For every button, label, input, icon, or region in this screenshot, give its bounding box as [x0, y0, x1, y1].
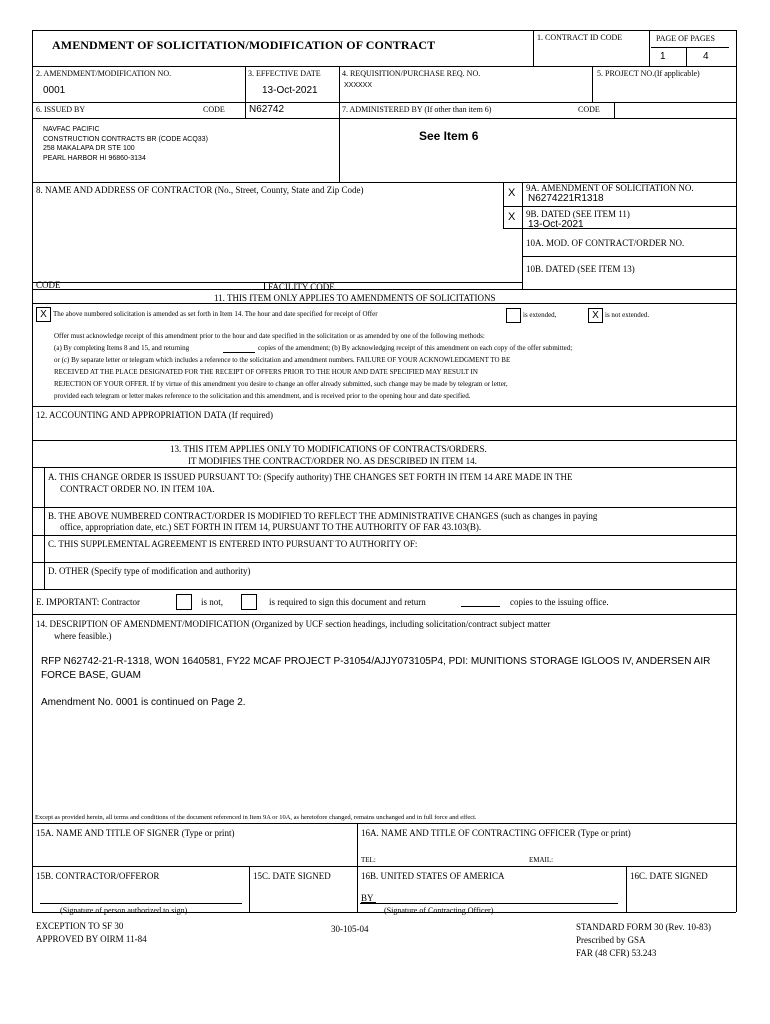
by-label: BY: [361, 893, 374, 903]
checkbox-not-extended[interactable]: [588, 308, 603, 323]
divider: [32, 66, 736, 67]
page-of-pages-label: PAGE OF PAGES: [656, 34, 715, 43]
far-line: FAR (48 CFR) 53.243: [576, 948, 657, 958]
signer-name-label: 15A. NAME AND TITLE OF SIGNER (Type or print): [36, 828, 235, 838]
divider: [357, 823, 358, 912]
rfp-line-1: RFP N62742-21-R-1318, WON 1640581, FY22 MCAF PROJECT P-31054/AJJY073105P4, PDI: MUNITIONS STORAGE IGLOOS IV, ANDERSEN AIR: [41, 656, 711, 667]
issued-by-label: 6. ISSUED BY: [36, 105, 86, 114]
item-9b-label: 9B. DATED (SEE ITEM 11): [526, 209, 630, 219]
amended-text: The above numbered solicitation is amended as set forth in Item 14. The hour and date specified for receipt of Offer: [53, 310, 378, 318]
item-11-line: or (c) By separate letter or telegram which includes a reference to the solicitation and amendment numbers. FAILURE OF YOUR ACKNOWLEDGMENT TO BE: [54, 356, 511, 364]
item-13d-line: D. OTHER (Specify type of modification and authority): [48, 566, 251, 576]
divider: [339, 66, 340, 182]
item-9a-value: N6274221R1318: [528, 193, 604, 204]
divider: [32, 289, 736, 290]
contract-id-label: 1. CONTRACT ID CODE: [537, 33, 623, 42]
item-13-heading-2: IT MODIFIES THE CONTRACT/ORDER NO. AS DESCRIBED IN ITEM 14.: [188, 456, 477, 466]
effective-date-label: 3. EFFECTIVE DATE: [248, 69, 321, 78]
contractor-code-label: CODE: [36, 280, 61, 290]
date-signed-16c-label: 16C. DATE SIGNED: [630, 871, 708, 881]
form-border-right: [736, 30, 737, 912]
item-11-heading: 11. THIS ITEM ONLY APPLIES TO AMENDMENTS OF SOLICITATIONS: [214, 293, 496, 303]
divider: [533, 30, 534, 66]
checkbox-mark: X: [592, 310, 599, 321]
issuer-line: PEARL HARBOR HI 96860-3134: [43, 154, 146, 162]
by-underline: [361, 902, 376, 903]
code-label: CODE: [203, 105, 225, 114]
form-title: AMENDMENT OF SOLICITATION/MODIFICATION OF CONTRACT: [52, 38, 436, 52]
exception-text: EXCEPTION TO SF 30: [36, 921, 124, 931]
divider: [32, 589, 736, 590]
item-13a-line-1: A. THIS CHANGE ORDER IS ISSUED PURSUANT TO: (Specify authority) THE CHANGES SET FORTH IN ITEM 14 ARE MADE IN THE: [48, 472, 573, 482]
except-note: Except as provided herein, all terms and conditions of the document referenced in Item 9A or 10A, as heretofore changed, remains unchanged and in full force and effect.: [35, 814, 477, 821]
item-13a-line-2: CONTRACT ORDER NO. IN ITEM 10A.: [60, 484, 215, 494]
signature-line-contractor: [40, 903, 242, 904]
item-9a-label: 9A. AMENDMENT OF SOLICITATION NO.: [526, 183, 694, 193]
divider: [32, 823, 736, 824]
issuer-code-value: N62742: [249, 104, 285, 115]
copies-blank: [223, 352, 255, 353]
divider: [522, 256, 736, 257]
divider: [32, 614, 736, 615]
issuer-address: [43, 125, 208, 163]
divider: [686, 48, 687, 66]
issuer-line: CONSTRUCTION CONTRACTS BR (CODE ACQ33): [43, 135, 208, 143]
usa-label: 16B. UNITED STATES OF AMERICA: [361, 871, 505, 881]
item-11-line: Offer must acknowledge receipt of this amendment prior to the hour and date specified in the solicitation or as amended by one of the following methods:: [54, 332, 485, 340]
date-signed-15c-label: 15C. DATE SIGNED: [253, 871, 331, 881]
divider: [245, 66, 246, 102]
item-11-line: (a) By completing Items 8 and 15, and returning: [54, 344, 190, 352]
form-border-top: [32, 30, 736, 31]
prescribed-by-line: Prescribed by GSA: [576, 935, 646, 945]
checkbox-mark: X: [40, 309, 47, 320]
divider: [32, 866, 736, 867]
item-13b-line-2: office, appropriation date, etc.) SET FORTH IN ITEM 14, PURSUANT TO THE AUTHORITY OF FAR 43.103(B).: [60, 522, 482, 532]
code-label-2: CODE: [578, 105, 600, 114]
approved-text: APPROVED BY OIRM 11-84: [36, 934, 147, 944]
divider: [32, 467, 736, 468]
amendment-no-value: 0001: [43, 85, 66, 96]
see-item-text: See Item 6: [419, 129, 479, 143]
divider: [32, 535, 736, 536]
item-14-label-2: where feasible.): [54, 631, 112, 641]
copies-count-blank[interactable]: [461, 606, 500, 607]
item-14-label-1: 14. DESCRIPTION OF AMENDMENT/MODIFICATION (Organized by UCF section headings, including solicitation/contract subject matter: [36, 619, 551, 629]
amendment-no-label: 2. AMENDMENT/MODIFICATION NO.: [36, 69, 172, 78]
important-label: E. IMPORTANT: Contractor: [36, 597, 141, 607]
divider: [32, 102, 736, 103]
page-number: 1: [660, 51, 666, 62]
issuer-line: NAVFAC PACIFIC: [43, 126, 100, 133]
checkbox-is-not[interactable]: [176, 594, 192, 610]
item-10a-label: 10A. MOD. OF CONTRACT/ORDER NO.: [526, 238, 685, 248]
checkbox-amended[interactable]: [36, 307, 51, 322]
officer-signature-caption: (Signature of Contracting Officer): [384, 906, 494, 915]
item-11-line: provided each telegram or letter makes reference to the solicitation and this amendment, and is received prior to the opening hour and date specified.: [54, 392, 471, 400]
checkbox-9b[interactable]: X: [508, 211, 516, 223]
standard-form-line: STANDARD FORM 30 (Rev. 10-83): [576, 922, 711, 932]
form-border-left: [32, 30, 33, 912]
divider: [32, 118, 736, 119]
divider: [32, 440, 736, 441]
item-11-line: copies of the amendment; (b) By acknowledging receipt of this amendment on each copy of the offer submitted;: [258, 344, 573, 352]
officer-name-label: 16A. NAME AND TITLE OF CONTRACTING OFFICER (Type or print): [361, 828, 631, 838]
email-label: EMAIL:: [529, 856, 554, 864]
signature-line-officer: [360, 903, 618, 904]
divider: [649, 30, 650, 66]
facility-code-label: FACILITY CODE: [268, 282, 335, 292]
project-no-label: 5. PROJECT NO.(If applicable): [597, 69, 700, 78]
administered-by-label: 7. ADMINISTERED BY (If other than item 6): [342, 105, 492, 114]
item-13b-line-1: B. THE ABOVE NUMBERED CONTRACT/ORDER IS MODIFIED TO REFLECT THE ADMINISTRATIVE CHANGES (such as changes in paying: [48, 511, 598, 521]
total-pages: 4: [703, 51, 709, 62]
divider: [32, 562, 736, 563]
item-11-line: REJECTION OF YOUR OFFER. If by virtue of this amendment you desire to change an offer already submitted, such change may be made by telegram or letter,: [54, 380, 508, 388]
not-extended-text: is not extended.: [605, 311, 650, 319]
is-extended-text: is extended,: [523, 311, 557, 319]
checkbox-extended[interactable]: [506, 308, 521, 323]
continued-note: Amendment No. 0001 is continued on Page 2.: [41, 697, 246, 708]
item-13c-line: C. THIS SUPPLEMENTAL AGREEMENT IS ENTERED INTO PURSUANT TO AUTHORITY OF:: [48, 539, 418, 549]
effective-date-value: 13-Oct-2021: [262, 85, 318, 96]
divider: [249, 866, 250, 912]
item-11-line: RECEIVED AT THE PLACE DESIGNATED FOR THE RECEIPT OF OFFERS PRIOR TO THE HOUR AND DATE SPECIFIED MAY RESULT IN: [54, 368, 478, 376]
divider: [503, 182, 504, 228]
divider: [626, 866, 627, 912]
divider: [522, 182, 523, 289]
divider: [32, 406, 736, 407]
tel-label: TEL:: [361, 856, 376, 864]
divider: [264, 282, 265, 289]
divider: [651, 47, 729, 48]
item-9b-value: 13-Oct-2021: [528, 219, 584, 230]
divider: [44, 467, 45, 589]
form-number: 30-105-04: [331, 924, 369, 934]
rfp-line-2: FORCE BASE, GUAM: [41, 670, 142, 681]
requisition-label: 4. REQUISITION/PURCHASE REQ. NO.: [342, 69, 481, 78]
divider: [503, 206, 736, 207]
issuer-line: 258 MAKALAPA DR STE 100: [43, 145, 135, 152]
item-12-label: 12. ACCOUNTING AND APPROPRIATION DATA (If required): [36, 410, 274, 420]
item-13-heading-1: 13. THIS ITEM APPLIES ONLY TO MODIFICATIONS OF CONTRACTS/ORDERS.: [170, 444, 487, 454]
contractor-name-address-label: 8. NAME AND ADDRESS OF CONTRACTOR (No., Street, County, State and Zip Code): [36, 185, 364, 195]
checkbox-9a[interactable]: X: [508, 187, 516, 199]
checkbox-is-required[interactable]: [241, 594, 257, 610]
item-10b-label: 10B. DATED (SEE ITEM 13): [526, 264, 635, 274]
contractor-signature-caption: (Signature of person authorized to sign): [60, 906, 188, 915]
copies-text: copies to the issuing office.: [510, 597, 609, 607]
requisition-value: XXXXXX: [344, 82, 373, 89]
divider: [592, 66, 593, 102]
is-required-text: is required to sign this document and return: [269, 597, 426, 607]
contractor-offeror-label: 15B. CONTRACTOR/OFFEROR: [36, 871, 160, 881]
divider: [32, 303, 736, 304]
divider: [245, 102, 246, 118]
is-not-text: is not,: [201, 597, 224, 607]
divider: [32, 507, 736, 508]
divider: [614, 102, 615, 118]
